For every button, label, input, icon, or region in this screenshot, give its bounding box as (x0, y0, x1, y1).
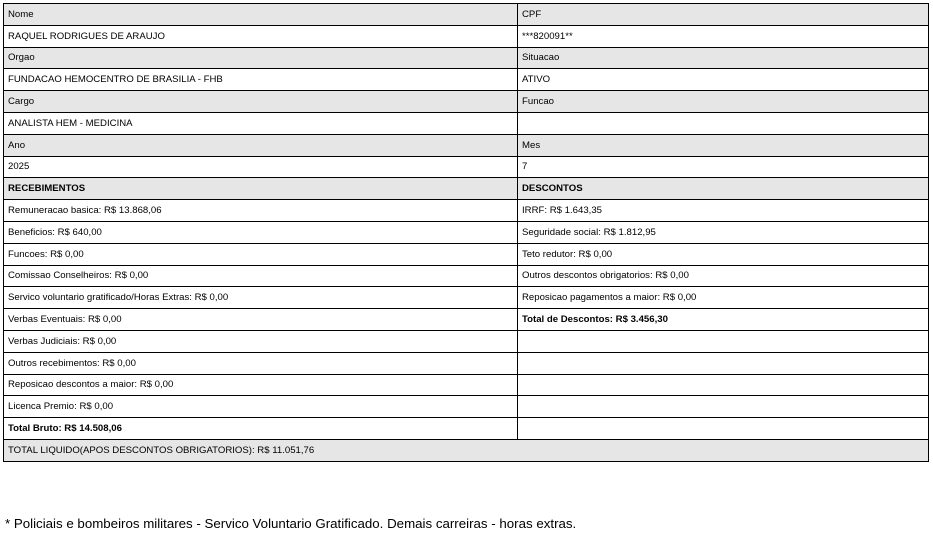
total-liquido: TOTAL LIQUIDO(APOS DESCONTOS OBRIGATORIOS): R$ 11.051,76 (4, 439, 929, 461)
mes-value: 7 (518, 156, 929, 178)
ano-label: Ano (4, 134, 518, 156)
section-header-row (4, 178, 929, 200)
empty-cell (518, 352, 929, 374)
table-row (4, 134, 929, 156)
nome-value: RAQUEL RODRIGUES DE ARAUJO (4, 25, 518, 47)
desconto-item: IRRF: R$ 1.643,35 (518, 200, 929, 222)
recebimento-item: Beneficios: R$ 640,00 (4, 221, 518, 243)
table-row (4, 112, 929, 134)
cpf-label: CPF (518, 4, 929, 26)
empty-cell (518, 418, 929, 440)
table-row (4, 243, 929, 265)
table-row (4, 156, 929, 178)
descontos-title: DESCONTOS (518, 178, 929, 200)
recebimento-item: Servico voluntario gratificado/Horas Extras: R$ 0,00 (4, 287, 518, 309)
funcao-value (518, 112, 929, 134)
table-row (4, 374, 929, 396)
recebimento-item: Verbas Eventuais: R$ 0,00 (4, 309, 518, 331)
recebimento-item: Outros recebimentos: R$ 0,00 (4, 352, 518, 374)
situacao-value: ATIVO (518, 69, 929, 91)
total-liquido-row (4, 439, 929, 461)
situacao-label: Situacao (518, 47, 929, 69)
empty-cell (518, 374, 929, 396)
table-row (4, 200, 929, 222)
nome-label: Nome (4, 4, 518, 26)
table-row (4, 418, 929, 440)
cargo-label: Cargo (4, 91, 518, 113)
recebimento-item: Verbas Judiciais: R$ 0,00 (4, 330, 518, 352)
cargo-value: ANALISTA HEM - MEDICINA (4, 112, 518, 134)
payslip-table (3, 3, 929, 462)
table-row (4, 352, 929, 374)
mes-label: Mes (518, 134, 929, 156)
total-descontos: Total de Descontos: R$ 3.456,30 (518, 309, 929, 331)
footnote: * Policiais e bombeiros militares - Servico Voluntario Gratificado. Demais carreiras - horas extras. (5, 516, 577, 531)
empty-cell (518, 396, 929, 418)
table-row (4, 4, 929, 26)
cpf-value: ***820091** (518, 25, 929, 47)
empty-cell (518, 330, 929, 352)
recebimentos-title: RECEBIMENTOS (4, 178, 518, 200)
ano-value: 2025 (4, 156, 518, 178)
total-bruto: Total Bruto: R$ 14.508,06 (4, 418, 518, 440)
table-row (4, 265, 929, 287)
recebimento-item: Licenca Premio: R$ 0,00 (4, 396, 518, 418)
table-row (4, 396, 929, 418)
orgao-value: FUNDACAO HEMOCENTRO DE BRASILIA - FHB (4, 69, 518, 91)
desconto-item: Reposicao pagamentos a maior: R$ 0,00 (518, 287, 929, 309)
table-row (4, 330, 929, 352)
table-row (4, 221, 929, 243)
recebimento-item: Remuneracao basica: R$ 13.868,06 (4, 200, 518, 222)
recebimento-item: Reposicao descontos a maior: R$ 0,00 (4, 374, 518, 396)
table-row (4, 287, 929, 309)
desconto-item: Seguridade social: R$ 1.812,95 (518, 221, 929, 243)
recebimento-item: Funcoes: R$ 0,00 (4, 243, 518, 265)
funcao-label: Funcao (518, 91, 929, 113)
desconto-item: Teto redutor: R$ 0,00 (518, 243, 929, 265)
recebimento-item: Comissao Conselheiros: R$ 0,00 (4, 265, 518, 287)
table-row (4, 309, 929, 331)
desconto-item: Outros descontos obrigatorios: R$ 0,00 (518, 265, 929, 287)
table-row (4, 25, 929, 47)
table-row (4, 69, 929, 91)
table-row (4, 47, 929, 69)
table-row (4, 91, 929, 113)
orgao-label: Orgao (4, 47, 518, 69)
